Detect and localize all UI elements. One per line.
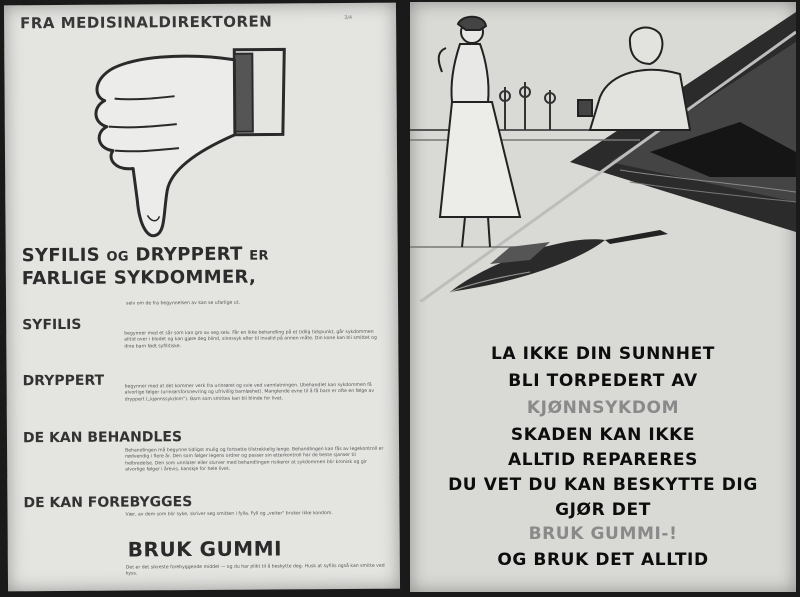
section-body-syfilis: begynner med et sår som kan gro av seg selv. Får en ikke behandling på et tidlig tidspunkt, går sykdommen alltid over i blodet og kan gjøre deg blind, sinnssyk eller til invalid på annen måte. Din kone kan bli smittet og dine barn født syfilitiske. bbox=[124, 329, 377, 350]
section-heading-dryppert: DRYPPERT bbox=[22, 372, 105, 390]
ship-scene-icon bbox=[410, 2, 796, 302]
title-word-er: ER bbox=[249, 248, 269, 264]
section-heading-behandles: DE KAN BEHANDLES bbox=[22, 429, 183, 447]
right-poster bbox=[410, 2, 796, 592]
big-slogan: BRUK GUMMI bbox=[127, 536, 283, 562]
poster-header: FRA MEDISINALDIREKTOREN bbox=[20, 12, 273, 33]
section-heading-forebygges: DE KAN FOREBYGGES bbox=[23, 494, 193, 512]
slogan-line-8: BRUK GUMMI-! bbox=[528, 524, 678, 544]
section-heading-syfilis: SYFILIS bbox=[22, 316, 82, 334]
title-word-syfilis: SYFILIS bbox=[21, 244, 101, 267]
slogan-line-3: KJØNNSYKDOM bbox=[526, 398, 680, 418]
title-word-og: OG bbox=[106, 249, 129, 265]
slogan-line-1: LA IKKE DIN SUNNHET bbox=[490, 344, 716, 364]
poster-title-line2: FARLIGE SYKDOMMER, bbox=[21, 266, 257, 290]
slogan-line-4: SKADEN KAN IKKE bbox=[510, 425, 696, 445]
section-body-forebygges: Vær, av dem som blir syke, skriver seg smitten i fylla. Fyll og „veiter" bruker ikke kondom. bbox=[125, 511, 333, 518]
left-poster bbox=[4, 3, 400, 592]
intro-text: selv om de fra begynnelsen av kan se ufarlige ut. bbox=[126, 300, 240, 307]
section-body-dryppert: begynner med at det kommer verk fra urinrøret og svie ved vannlatningen. Ubehandlet kan sykdommen få alvorlige følger (urinrørsforsnevring og ufrivillig barnløshet). Manglende evne til å få barn er ofte en følge av dryppert („kjønnssykdom"). Barn som smittes kan bli blinde for livet. bbox=[124, 382, 375, 403]
slogan-line-6: DU VET DU KAN BESKYTTE DIG bbox=[448, 475, 758, 495]
slogan-line-2: BLI TORPEDERT AV bbox=[508, 371, 698, 391]
title-word-dryppert: DRYPPERT bbox=[135, 243, 243, 266]
slogan-line-5: ALLTID REPARERES bbox=[508, 450, 698, 470]
final-text: Det er det sikreste forebyggende middel — og du har plikt til å beskytte deg. Husk at syfilis også kan smitte ved kyss. bbox=[125, 563, 385, 577]
section-body-behandles: Behandlingen må begynne tidligst mulig og fortsette tilstrekkelig lenge. Behandlingen kan fås av legekontroll er nødvendig i flere år. Den som følger legens ordrer og passer sin etterkontroll har de beste sjanser til helbredelse. Den som unnlater eller slurver med behandlingen risikerer at sykdommen blir kronisk og gir alvorlige følger i årevis, kanskje for hele livet. bbox=[125, 446, 384, 473]
page-number: 3/4 bbox=[344, 14, 353, 22]
thumbs-down-icon bbox=[84, 39, 305, 241]
poster-title-line1 bbox=[22, 244, 269, 267]
slogan-line-9: OG BRUK DET ALLTID bbox=[497, 550, 709, 570]
slogan-line-7: GJØR DET bbox=[555, 500, 651, 520]
